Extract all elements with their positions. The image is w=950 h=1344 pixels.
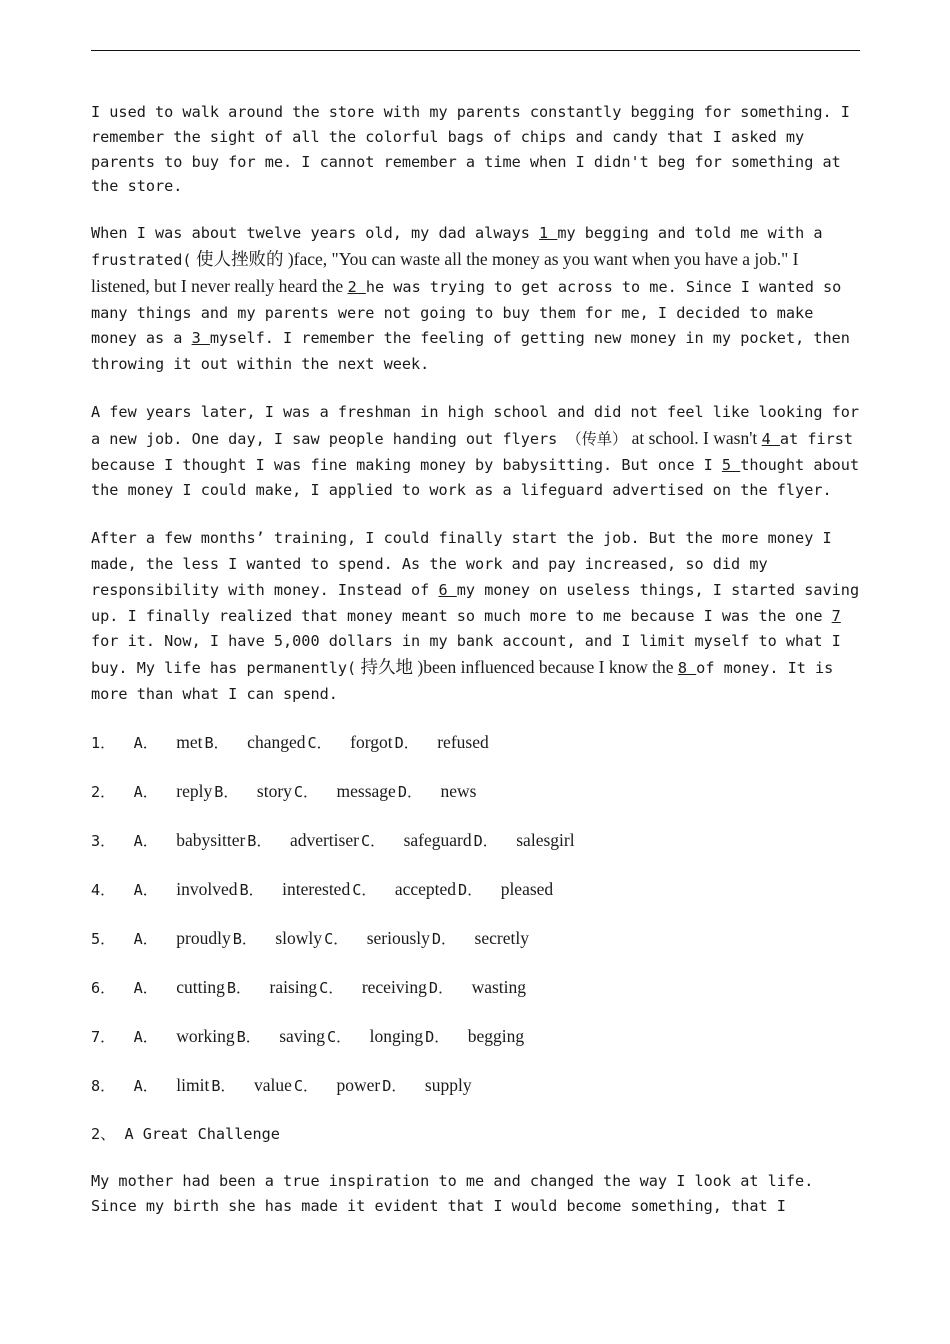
option-5-d: secretly <box>474 927 529 948</box>
options-list <box>91 730 860 1099</box>
section-2-paragraph-1: My mother had been a true inspiration to me and changed the way I look at life. Since my birth she has made it evident that I would become something, that I <box>91 1171 814 1215</box>
section-2-heading: 2、 A Great Challenge <box>91 1124 280 1143</box>
blank-1: 1 <box>539 224 558 243</box>
option-row-1: 1． A． met B． changed C． forgot D． refused <box>91 731 489 752</box>
option-6-a: cutting <box>176 976 225 997</box>
option-5-b: slowly <box>275 927 323 948</box>
blank-3: 3 <box>191 329 210 348</box>
option-6-b: raising <box>269 976 318 997</box>
option-2-c: message <box>336 780 396 801</box>
passage-paragraph-2: When I was about twelve years old, my dad always 1 my begging and told me with a frustrated( 使人挫败的 )face, "You can waste all the money as you want when you have a job." I listened, but I never really heard the 2 he was trying to get across to me. Since I wanted so many things and my parents were not going to buy them for me, I decided to make money as a 3 myself. I remember the feeling of getting new money in my pocket, then throwing it out within the next week. <box>91 224 850 374</box>
option-3-b: advertiser <box>289 829 359 850</box>
option-8-a: limit <box>176 1074 210 1095</box>
passage-paragraph-4: After a few months’ training, I could finally start the job. But the more money I made, the less I wanted to spend. As the work and pay increased, so did my responsibility with money. Instead of 6 my money on useless things, I started saving up. I finally realized that money meant so much more to me because I was the one 7 for it. Now, I have 5,000 dollars in my bank account, and I limit myself to what I buy. My life has permanently( 持久地 )been influenced because I know the 8 of money. It is more than what I can spend. <box>91 529 860 703</box>
option-8-b: value <box>253 1074 292 1095</box>
option-8-c: power <box>336 1074 381 1095</box>
option-row-5: 5． A． proudly B． slowly C． seriously D． secretly <box>91 927 529 948</box>
blank-6: 6 <box>438 580 457 599</box>
option-2-a: reply <box>176 780 213 801</box>
option-1-b: changed <box>247 731 306 752</box>
option-row-6: 6． A． cutting B． raising C． receiving D． wasting <box>91 976 527 997</box>
option-7-a: working <box>176 1025 235 1046</box>
option-4-b: interested <box>282 878 351 899</box>
option-7-d: begging <box>467 1025 525 1046</box>
option-6-d: wasting <box>471 976 527 997</box>
passage-paragraph-1: I used to walk around the store with my parents constantly begging for something. I remember the sight of all the colorful bags of chips and candy that I asked my parents to buy for me. I cannot remember a time when I didn't beg for something at the store. <box>91 103 850 196</box>
option-3-a: babysitter <box>176 829 246 850</box>
option-4-d: pleased <box>500 878 554 899</box>
option-5-c: seriously <box>366 927 430 948</box>
option-1-c: forgot <box>350 731 393 752</box>
header-rule <box>91 50 860 51</box>
option-row-4: 4． A． involved B． interested C． accepted D． pleased <box>91 878 554 899</box>
blank-8: 8 <box>677 659 697 678</box>
option-4-a: involved <box>176 878 238 899</box>
option-1-a: met <box>176 731 203 752</box>
option-3-d: salesgirl <box>516 829 575 850</box>
blank-5: 5 <box>721 455 741 474</box>
option-row-7: 7． A． working B． saving C． longing D． begging <box>91 1025 525 1046</box>
option-4-c: accepted <box>394 878 457 899</box>
option-3-c: safeguard <box>403 829 472 850</box>
option-7-b: saving <box>279 1025 325 1046</box>
option-row-8: 8． A． limit B． value C． power D． supply <box>91 1074 472 1095</box>
option-2-b: story <box>256 780 292 801</box>
option-row-2: 2． A． reply B． story C． message D． news <box>91 780 477 801</box>
option-6-c: receiving <box>361 976 427 997</box>
blank-7: 7 <box>831 606 841 625</box>
blank-2: 2 <box>347 277 366 296</box>
document-body <box>91 100 860 1240</box>
blank-4: 4 <box>761 429 780 448</box>
option-1-d: refused <box>437 731 489 752</box>
option-row-3: 3． A． babysitter B． advertiser C． safeguard D． salesgirl <box>91 829 575 850</box>
passage-paragraph-3: A few years later, I was a freshman in high school and did not feel like looking for a new job. One day, I saw people handing out flyers （传单） at school. I wasn't 4 at first because I thought I was fine making money by babysitting. But once I 5 thought about the money I could make, I applied to work as a lifeguard advertised on the flyer. <box>91 402 860 500</box>
option-5-a: proudly <box>176 927 231 948</box>
option-8-d: supply <box>424 1074 472 1095</box>
option-2-d: news <box>440 780 477 801</box>
option-7-c: longing <box>369 1025 424 1046</box>
